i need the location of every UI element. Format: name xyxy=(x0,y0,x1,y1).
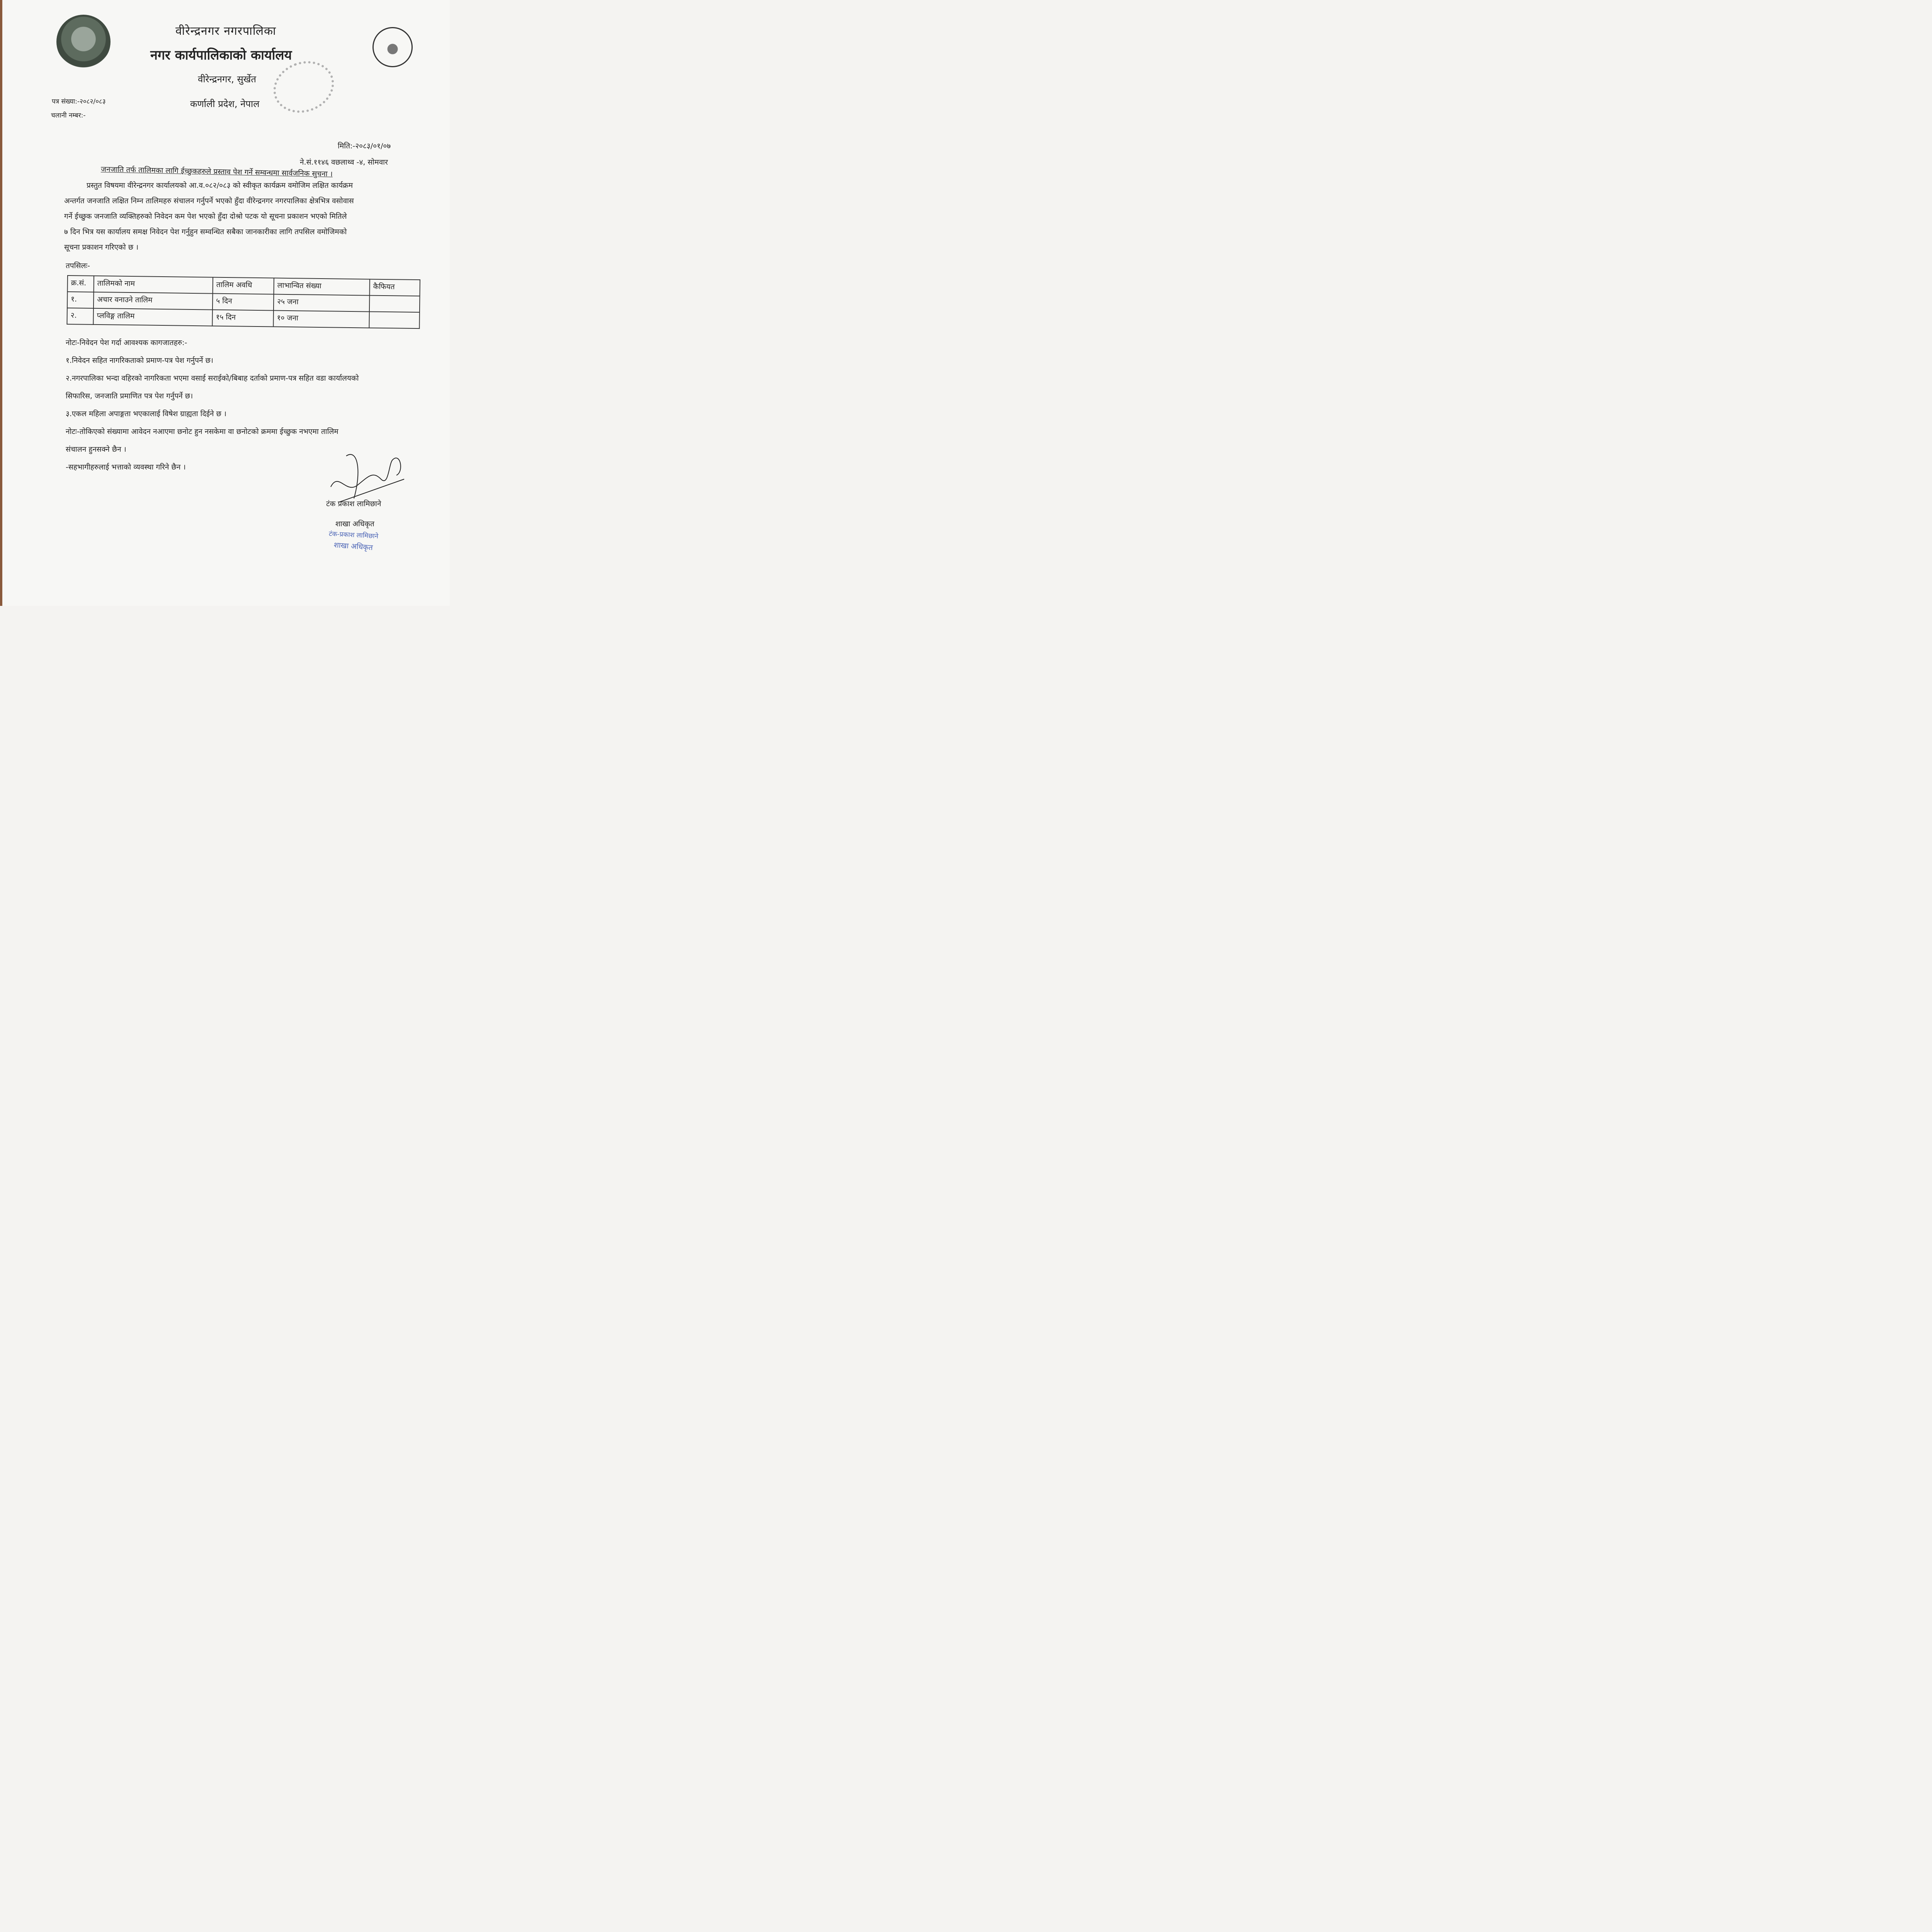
cell-training-name: अचार वनाउने तालिम xyxy=(94,292,213,310)
notice-subject: जनजाति तर्फ तालिमका लागि ईच्छुकहरुले प्रस्ताव पेश गर्ने सम्वन्धमा सार्वजनिक सुचना । xyxy=(100,165,333,179)
nepal-emblem-icon xyxy=(56,15,111,69)
note-item: नोटः-तोकिएको संख्यामा आवेदन नआएमा छनोट हुन नसकेमा वा छनोटको क्रममा ईच्छुक नभएमा तालिम xyxy=(66,427,338,436)
stamp-name: टंक-प्रकाश लामिछाने xyxy=(328,530,379,541)
col-header-remarks: कैफियत xyxy=(369,279,420,296)
body-line: गर्ने ईच्छुक जनजाति व्यक्तिहरुको निवेदन कम पेश भएको हुँदा दोश्रो पटक यो सूचना प्रकाशन भएको मितिले xyxy=(64,212,347,221)
body-line: ७ दिन भित्र यस कार्यालय समक्ष निवेदन पेश गर्नुहुन सम्वन्धित सबैका जानकारीका लागि तपसिल वमोजिमको xyxy=(64,228,347,236)
col-header-duration: तालिम अवधि xyxy=(213,277,274,294)
cell-remarks xyxy=(369,312,420,329)
note-item: २.नगरपालिका भन्दा वहिरको नागरिकता भएमा वसाई सराईको/बिबाह दर्ताको प्रमाण-पत्र सहित वडा कार्यालयको xyxy=(66,374,359,383)
office-location: वीरेन्द्रनगर, सुर्खेत xyxy=(198,74,256,85)
cell-beneficiaries: १० जना xyxy=(273,311,369,328)
cell-beneficiaries: २५ जना xyxy=(274,294,369,312)
province-country: कर्णाली प्रदेश, नेपाल xyxy=(190,99,260,109)
signature-scribble xyxy=(323,448,408,502)
municipality-name: वीरेन्द्रनगर नगरपालिका xyxy=(175,24,276,38)
cell-sn: २. xyxy=(67,308,94,325)
cell-duration: १५ दिन xyxy=(212,310,274,327)
stamp-title: शाखा अधिकृत xyxy=(333,541,373,552)
col-header-sn: क्र.सं. xyxy=(67,276,94,292)
col-header-training-name: तालिमको नाम xyxy=(94,276,213,294)
body-line: प्रस्तुत विषयमा वीरेन्द्रनगर कार्यालयको आ.व.०८२/०८३ को स्वीकृत कार्यक्रम वमोजिम लक्षित कार्यक्रम xyxy=(87,181,353,190)
municipality-logo-icon xyxy=(372,27,413,67)
cell-training-name: प्लविङ्ग तालिम xyxy=(93,308,212,326)
date: मिति:-२०८३/०१/०७ xyxy=(338,142,391,150)
note-item: संचालन हुनसक्ने छैन । xyxy=(66,445,126,454)
note-item: १.निवेदन सहित नागरिकताको प्रमाण-पत्र पेश गर्नुपर्ने छ। xyxy=(66,356,213,365)
signatory-title: शाखा अधिकृत xyxy=(335,520,374,528)
body-line: अन्तर्गत जनजाति लक्षित निम्न तालिमहरु संचालन गर्नुपर्ने भएको हुँदा वीरेन्द्रनगर नगरपालिका क्षेत्रभित्र वसोवास xyxy=(64,197,354,205)
note-item: सिफारिस, जनजाति प्रमाणित पत्र पेश गर्नुपर्ने छ। xyxy=(66,392,193,400)
details-label: तपसिलः- xyxy=(66,262,90,270)
cell-sn: १. xyxy=(67,292,94,308)
office-name: नगर कार्यपालिकाको कार्यालय xyxy=(150,48,292,63)
note-item: -सहभागीहरुलाई भत्ताको व्यवस्था गरिने छैन । xyxy=(66,463,186,471)
letter-number: पत्र संख्या:-२०८२/०८३ xyxy=(52,98,106,105)
note-item: ३.एकल महिला अपाङ्गता भएकालाई विषेश ग्राह्यता दिईने छ । xyxy=(66,410,227,418)
signatory-name: टंक प्रकाश लामिछाने xyxy=(326,500,381,508)
cell-remarks xyxy=(369,296,420,313)
col-header-beneficiaries: लाभान्वित संख्या xyxy=(274,278,369,296)
body-line: सूचना प्रकाशन गरिएको छ । xyxy=(64,243,139,252)
training-table xyxy=(66,275,420,329)
notice-body xyxy=(64,178,423,255)
nepal-sambat-date: ने.सं.११४६ वछलाथ्व -४, सोमवार xyxy=(300,158,388,167)
dispatch-number: चलानी नम्बर:- xyxy=(51,112,86,119)
note-heading: नोटः-निवेदन पेश गर्दा आवश्यक कागजातहरु:- xyxy=(66,338,187,347)
notice-page xyxy=(2,0,450,606)
cell-duration: ५ दिन xyxy=(213,294,274,311)
